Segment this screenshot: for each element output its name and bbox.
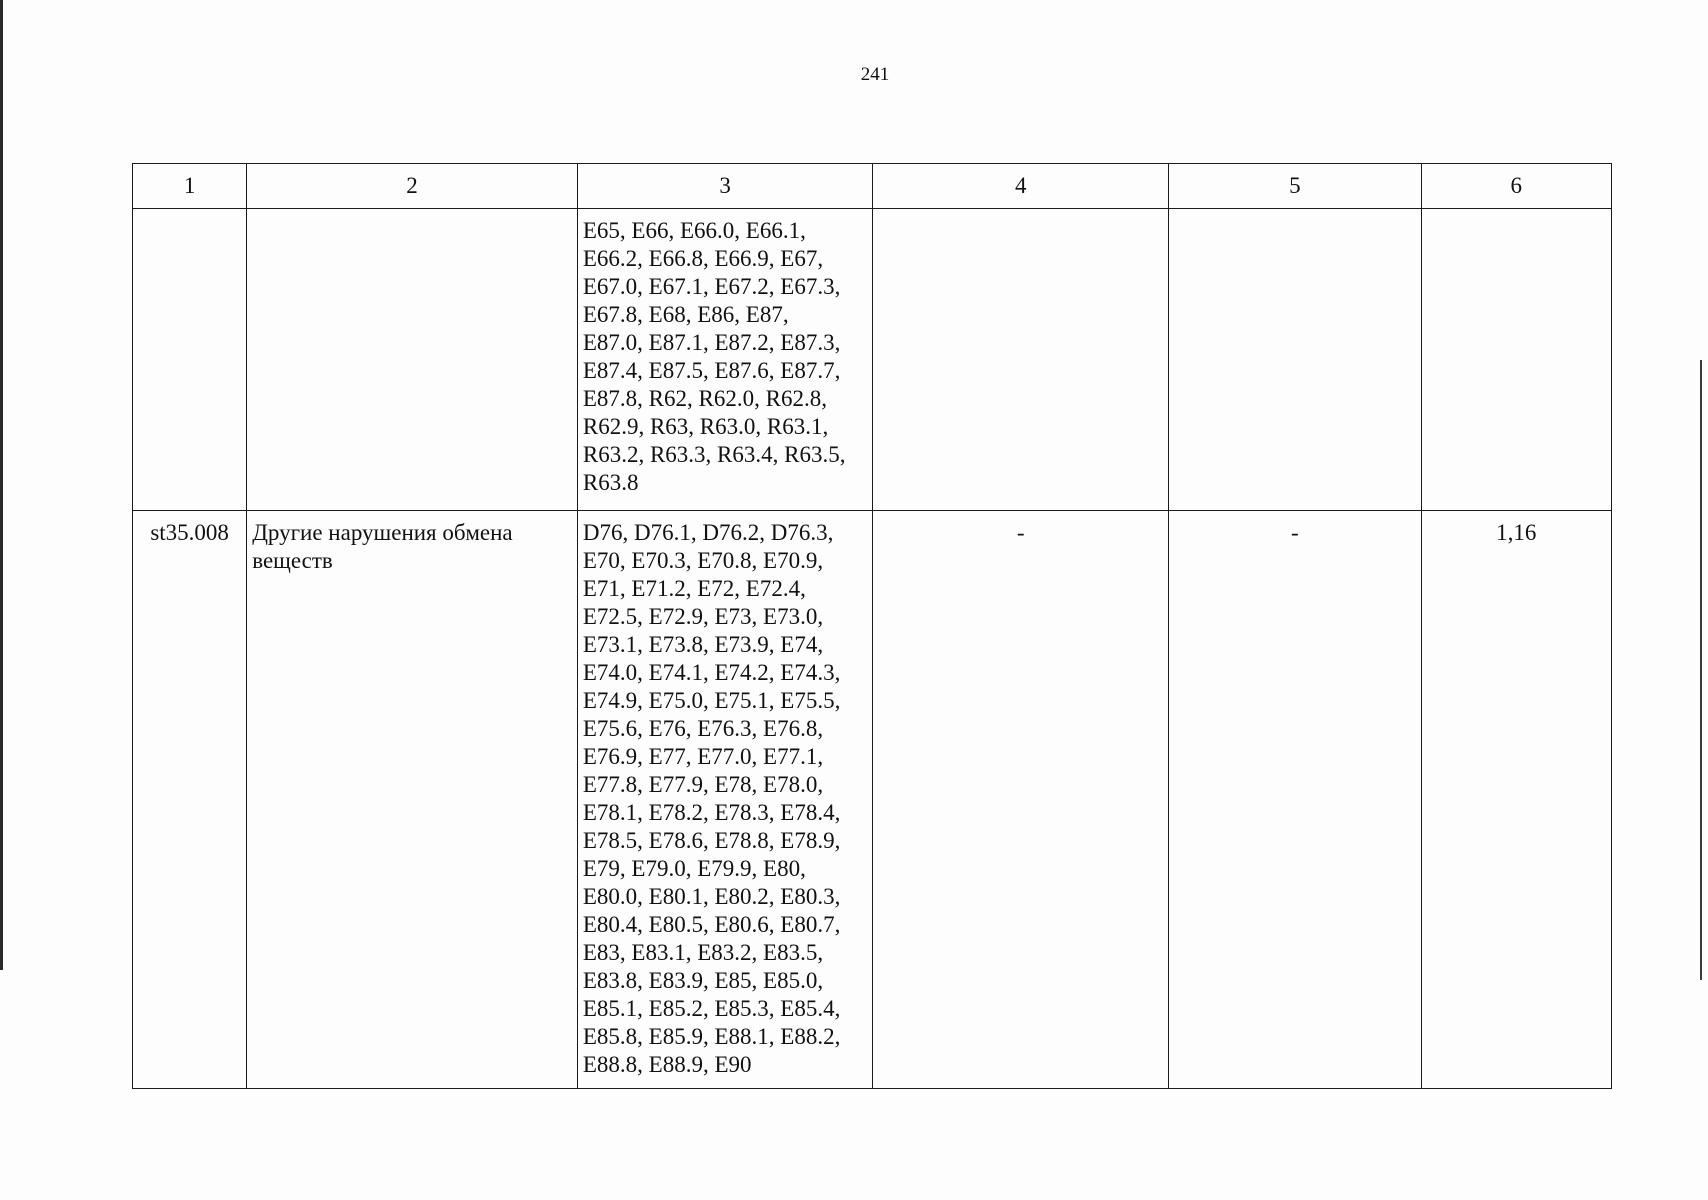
icd-code-line: E80.4, E80.5, E80.6, E80.7,	[582, 912, 841, 937]
icd-code-line: E72.5, E72.9, E73, E73.0,	[582, 604, 824, 629]
icd-code-line: R63.8	[582, 470, 639, 495]
header-cell-6: 6	[1421, 164, 1611, 209]
icd-code-line: E67.8, E68, E86, E87,	[582, 302, 789, 327]
icd-code-line: E74.0, E74.1, E74.2, E74.3,	[582, 660, 841, 685]
icd-code-line: E65, E66, E66.0, E66.1,	[582, 218, 806, 243]
row-col6-cell: 1,16	[1421, 511, 1611, 1089]
icd-code-line: E83, E83.1, E83.2, E83.5,	[582, 940, 824, 965]
row-name-cell: Другие нарушения обмена веществ	[247, 511, 578, 1089]
scan-edge-right	[1700, 360, 1702, 980]
table-header	[133, 164, 1612, 209]
row-icd-codes-cell	[577, 511, 873, 1089]
icd-code-line: E85.1, E85.2, E85.3, E85.4,	[582, 996, 841, 1021]
icd-code-line: E71, E71.2, E72, E72.4,	[582, 576, 806, 601]
icd-code-line: E74.9, E75.0, E75.1, E75.5,	[582, 688, 841, 713]
table-row	[133, 511, 1612, 1089]
header-cell-4: 4	[873, 164, 1169, 209]
table-row	[133, 209, 1612, 511]
icd-code-line: E77.8, E77.9, E78, E78.0,	[582, 772, 824, 797]
row-col4-cell	[873, 209, 1169, 511]
header-cell-2: 2	[247, 164, 578, 209]
icd-code-line: E78.5, E78.6, E78.8, E78.9,	[582, 828, 841, 853]
icd-code-line: D76, D76.1, D76.2, D76.3,	[582, 520, 834, 545]
icd-code-line: E75.6, E76, E76.3, E76.8,	[582, 716, 824, 741]
icd-code-line: E85.8, E85.9, E88.1, E88.2,	[582, 1024, 841, 1049]
row-name-cell	[247, 209, 578, 511]
icd-code-line: E88.8, E88.9, E90	[582, 1052, 752, 1077]
icd-code-line: E79, E79.0, E79.9, E80,	[582, 856, 806, 881]
row-code-cell	[133, 209, 247, 511]
icd-code-line: R62.9, R63, R63.0, R63.1,	[582, 414, 829, 439]
icd-code-line: E76.9, E77, E77.0, E77.1,	[582, 744, 824, 769]
row-icd-codes-cell	[577, 209, 873, 511]
icd-code-line: E80.0, E80.1, E80.2, E80.3,	[582, 884, 841, 909]
header-cell-1: 1	[133, 164, 247, 209]
header-cell-5: 5	[1169, 164, 1422, 209]
icd-code-line: E73.1, E73.8, E73.9, E74,	[582, 632, 824, 657]
row-col5-cell	[1169, 209, 1422, 511]
header-row	[133, 164, 1612, 209]
row-code-cell: st35.008	[133, 511, 247, 1089]
icd-code-line: E70, E70.3, E70.8, E70.9,	[582, 548, 824, 573]
icd-code-line: E87.8, R62, R62.0, R62.8,	[582, 386, 827, 411]
icd-code-line: E87.0, E87.1, E87.2, E87.3,	[582, 330, 841, 355]
header-cell-3: 3	[577, 164, 873, 209]
icd-code-line: E87.4, E87.5, E87.6, E87.7,	[582, 358, 841, 383]
page-number: 241	[860, 64, 890, 85]
icd-code-line: E78.1, E78.2, E78.3, E78.4,	[582, 800, 841, 825]
icd-code-line: E66.2, E66.8, E66.9, E67,	[582, 246, 824, 271]
icd-code-line: E67.0, E67.1, E67.2, E67.3,	[582, 274, 841, 299]
table-body	[133, 209, 1612, 1089]
row-col6-cell	[1421, 209, 1611, 511]
row-col5-cell: -	[1169, 511, 1422, 1089]
icd-code-line: R63.2, R63.3, R63.4, R63.5,	[582, 442, 846, 467]
row-col4-cell: -	[873, 511, 1169, 1089]
icd-code-line: E83.8, E83.9, E85, E85.0,	[582, 968, 824, 993]
scan-edge-left	[0, 0, 3, 970]
data-table	[132, 163, 1612, 1089]
